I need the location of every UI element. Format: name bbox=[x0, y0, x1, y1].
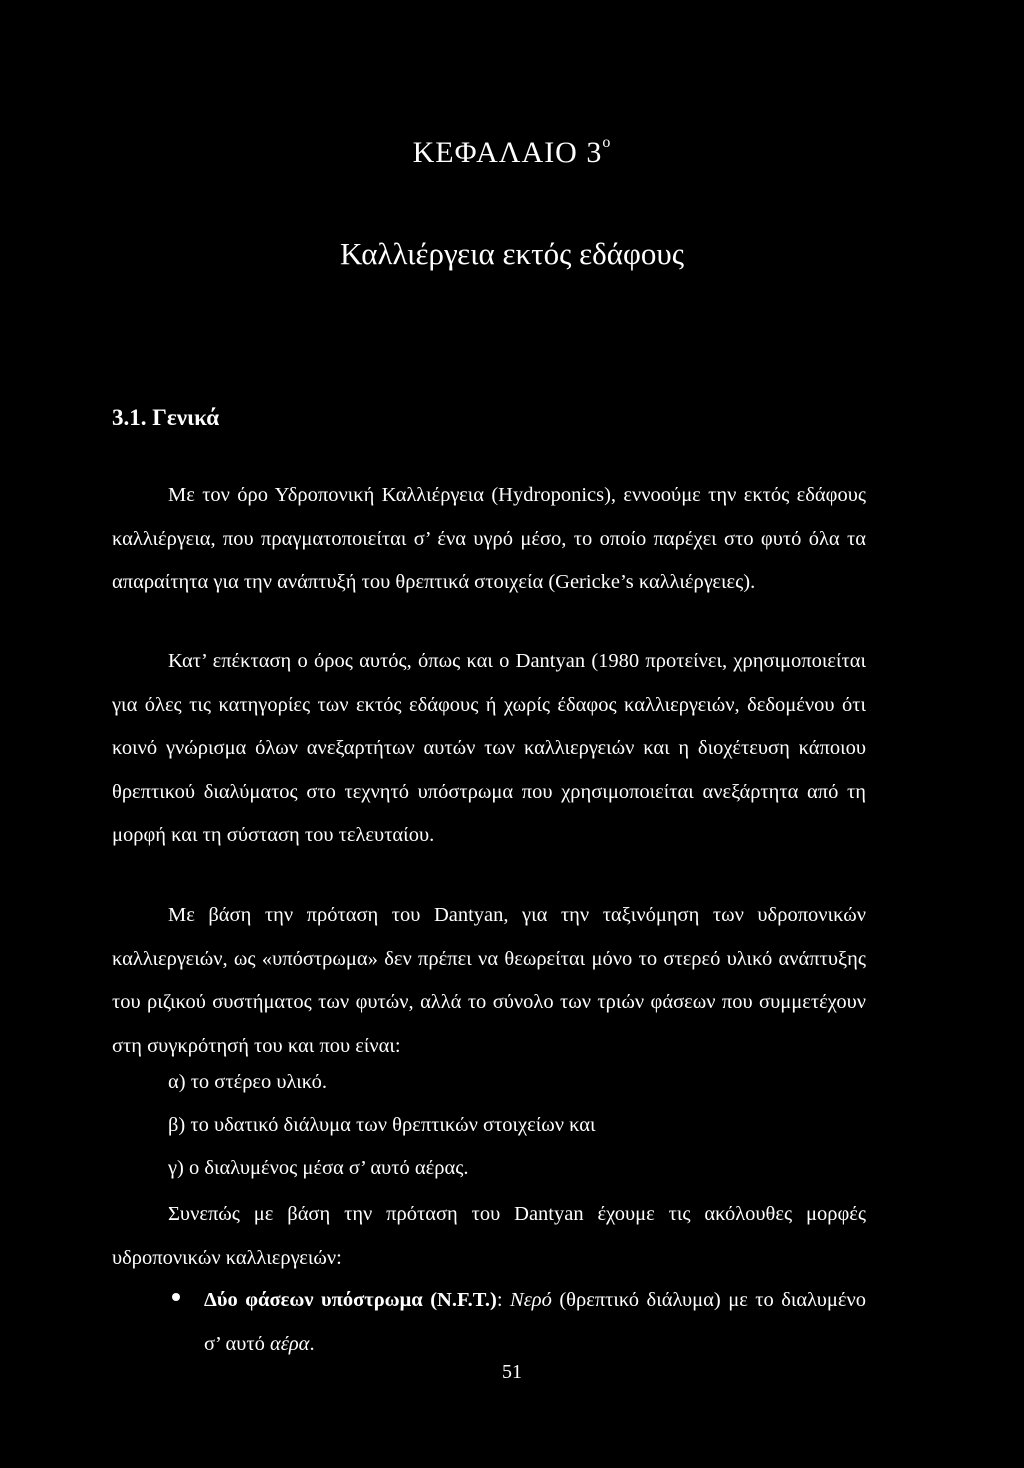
bullet-icon bbox=[172, 1293, 180, 1301]
bullet-italic-air: αέρα bbox=[269, 1332, 310, 1355]
bullet-bold-term: Δύο φάσεων υπόστρωμα (N.F.T.) bbox=[204, 1289, 497, 1311]
phase-item-b: β) το υδατικό διάλυμα των θρεπτικών στοιχείων και bbox=[168, 1114, 596, 1136]
bullet-end: . bbox=[309, 1332, 315, 1355]
section-heading: 3.1. Γενικά bbox=[112, 405, 220, 430]
chapter-heading bbox=[0, 136, 1024, 170]
page-number: 51 bbox=[502, 1361, 522, 1383]
paragraph-4: Συνεπώς με βάση την πρόταση του Dantyan έχουμε τις ακόλουθες μορφές υδροπονικών καλλιεργειών: bbox=[112, 1203, 866, 1269]
bullet-item bbox=[204, 1279, 866, 1366]
phase-item-a: α) το στέρεο υλικό. bbox=[168, 1071, 328, 1093]
chapter-title: Καλλιέργεια εκτός εδάφους bbox=[339, 236, 684, 271]
chapter-label: ΚΕΦΑΛΑΙΟ 3 bbox=[412, 136, 603, 169]
paragraph-2: Κατ’ επέκταση ο όρος αυτός, όπως και ο Dantyan (1980 προτείνει, χρησιμοποιείται για όλες τις κατηγορίες των εκτός εδάφους ή χωρίς έδαφος καλλιεργειών, δεδομένου ότι κοινό γνώρισμα όλων ανεξαρτήτων αυτών των καλλιεργειών και η διοχέτευση κάποιου θρεπτικού διαλύματος στο τεχνητό υπόστρωμα που χρησιμοποιείται ανεξάρτητα από τη μορφή και τη σύσταση του τελευταίου. bbox=[112, 650, 866, 846]
bullet-middle-text: (θρεπτικό διάλυμα) με το διαλυμένο σ’ αυτό bbox=[204, 1289, 866, 1355]
paragraph-1: Με τον όρο Υδροπονική Καλλιέργεια (Hydroponics), εννοούμε την εκτός εδάφους καλλιέργεια, που πραγματοποιείται σ’ ένα υγρό μέσο, το οποίο παρέχει στο φυτό όλα τα απαραίτητα για την ανάπτυξή του θρεπτικά στοιχεία (Gericke’s καλλιέργειες). bbox=[112, 484, 866, 593]
paragraph-3: Με βάση την πρόταση του Dantyan, για την ταξινόμηση των υδροπονικών καλλιεργειών, ως «υπόστρωμα» δεν πρέπει να θεωρείται μόνο το στερεό υλικό ανάπτυξης του ριζικού συστήματος των φυτών, αλλά το σύνολο των τριών φάσεων που συμμετέχουν στη συγκρότησή του και που είναι: bbox=[112, 904, 866, 1057]
chapter-superscript: ο bbox=[602, 134, 612, 151]
bullet-colon: : bbox=[496, 1289, 511, 1311]
phase-item-c: γ) ο διαλυμένος μέσα σ’ αυτό αέρας. bbox=[168, 1157, 469, 1179]
bullet-italic-water: Νερό bbox=[510, 1289, 552, 1311]
